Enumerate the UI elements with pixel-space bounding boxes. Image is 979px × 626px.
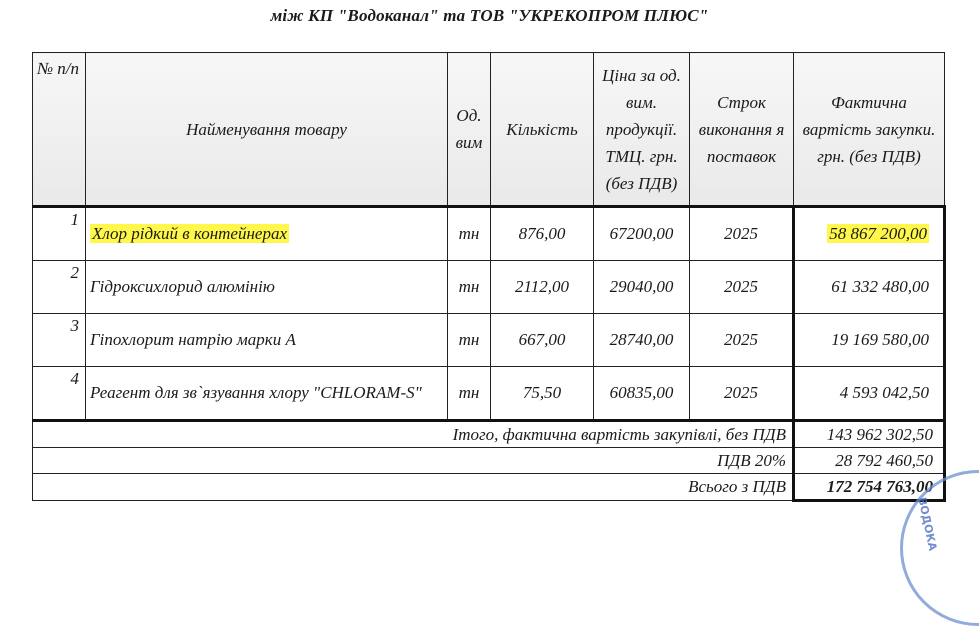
table-row <box>33 314 945 367</box>
row-num: 3 <box>33 314 86 367</box>
row-num: 1 <box>33 207 86 261</box>
row-price: 29040,00 <box>594 261 690 314</box>
table-row <box>33 261 945 314</box>
grand-total-label: Всього з ПДВ <box>33 474 794 501</box>
row-unit: тн <box>448 314 491 367</box>
header-unit: Од. вим <box>448 53 491 207</box>
highlighted-name: Хлор рідкий в контейнерах <box>92 224 287 243</box>
goods-table <box>32 52 946 502</box>
row-price: 28740,00 <box>594 314 690 367</box>
vat-value: 28 792 460,50 <box>794 448 945 474</box>
row-unit: тн <box>448 261 491 314</box>
seal-stamp-text: ВОДОКА <box>915 496 940 552</box>
row-term: 2025 <box>690 314 794 367</box>
row-unit: тн <box>448 367 491 421</box>
row-name: Реагент для зв`язування хлору "CHLORAM-S" <box>86 367 448 421</box>
vat-row <box>33 448 945 474</box>
row-num: 2 <box>33 261 86 314</box>
total-row <box>33 421 945 448</box>
row-price: 60835,00 <box>594 367 690 421</box>
row-qty: 667,00 <box>491 314 594 367</box>
row-num: 4 <box>33 367 86 421</box>
total-label: Ітого, фактична вартість закупівлі, без ПДВ <box>33 421 794 448</box>
row-name: Гідроксихлорид алюмінію <box>86 261 448 314</box>
row-qty: 75,50 <box>491 367 594 421</box>
row-term: 2025 <box>690 367 794 421</box>
row-cost: 61 332 480,00 <box>794 261 945 314</box>
header-cost: Фактична вартість закупки. грн. (без ПДВ) <box>794 53 945 207</box>
row-term: 2025 <box>690 261 794 314</box>
row-cost: 4 593 042,50 <box>794 367 945 421</box>
row-cost <box>794 207 945 261</box>
row-unit: тн <box>448 207 491 261</box>
header-num: № п/п <box>33 53 86 207</box>
header-term: Строк виконання я поставок <box>690 53 794 207</box>
header-name: Найменування товару <box>86 53 448 207</box>
grand-total-row <box>33 474 945 501</box>
highlighted-cost: 58 867 200,00 <box>829 224 927 243</box>
table-row <box>33 367 945 421</box>
header-price: Ціна за од. вим. продукції. ТМЦ. грн.(без ПДВ) <box>594 53 690 207</box>
row-qty: 2112,00 <box>491 261 594 314</box>
document-title: між КП "Водоканал" та ТОВ "УКРЕКОПРОМ ПЛЮС" <box>270 6 709 25</box>
row-name <box>86 207 448 261</box>
row-term: 2025 <box>690 207 794 261</box>
header-qty: Кількість <box>491 53 594 207</box>
row-cost: 19 169 580,00 <box>794 314 945 367</box>
row-qty: 876,00 <box>491 207 594 261</box>
total-value: 143 962 302,50 <box>794 421 945 448</box>
row-price: 67200,00 <box>594 207 690 261</box>
table-row <box>33 207 945 261</box>
grand-total-value: 172 754 763,00 <box>794 474 945 501</box>
row-name: Гіпохлорит натрію марки А <box>86 314 448 367</box>
table-header-row <box>33 53 945 207</box>
vat-label: ПДВ 20% <box>33 448 794 474</box>
